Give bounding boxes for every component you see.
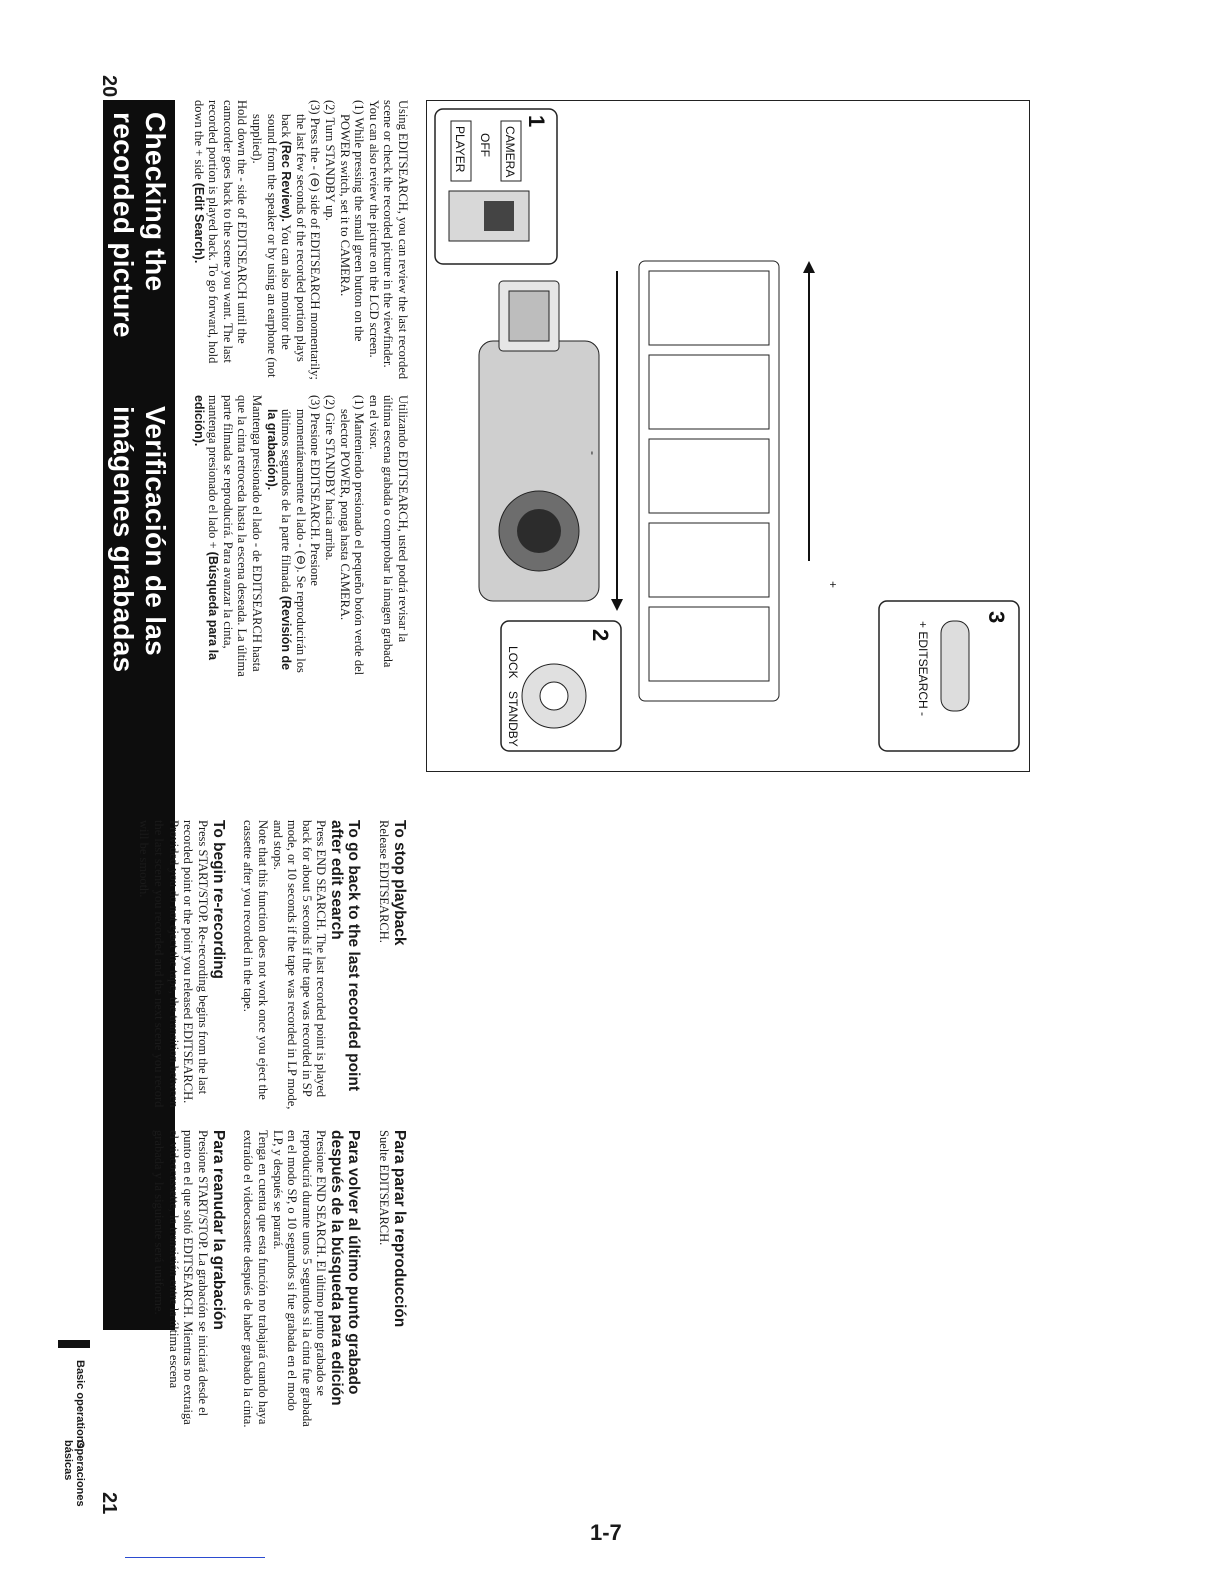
intro-es: Utilizando EDITSEARCH, usted podrá revisar la última escena grabada o comprobar la imagen grabada en el visor. [366, 395, 410, 668]
title-en-line1: Checking the [140, 112, 171, 292]
title-en-line2: recorded picture [108, 112, 139, 338]
section-header-en: Basic operations [74, 1360, 86, 1449]
step3-en: (3) Press the - (⊖) side of EDITSEARCH momentarily; the last few seconds of the recorded portion plays back (Rec Review). You can also monitor the sound from the speaker or by using an earphone (not supplied). [250, 100, 323, 380]
stop-es: Suelte EDITSEARCH. [377, 1130, 391, 1246]
edit-search-diagram [426, 100, 1030, 772]
hold-es: Mantenga presionado el lado - de EDITSEARCH hasta que la cinta retroceda hasta la escena deseada. La última parte filmada se reproducirá. Para avanzar la cinta, mantenga presionado el lado + (Búsqueda para la edición). [191, 395, 265, 677]
camera-label: CAMERA [503, 126, 517, 178]
step-number-2: 2 [588, 629, 613, 642]
intro-en: Using EDITSEARCH, you can review the last recorded scene or check the recorded picture in the viewfinder. You can also review the picture on the LCD screen. [366, 100, 410, 380]
footer-rule [125, 1557, 265, 1558]
step-number-3: 3 [984, 611, 1009, 624]
plus-label: + [826, 581, 840, 589]
back-note-es: Tenga en cuenta que esta función no trabajará cuando haya extraído el videocassette después de haber grabado la cinta. [241, 1130, 271, 1428]
step2-en: (2) Turn STANDBY up. [323, 100, 338, 221]
back-es: Presione END SEARCH. El último punto grabado se reproducirá durante unos 5 segundos si la cinta fue grabada en el modo SP, o 10 segundos si fue grabada en el modo LP, y después se parará. [270, 1130, 329, 1427]
back-note-en: Note that this function does not work once you eject the cassette after you recorded in the tape. [241, 820, 271, 1100]
minus-label: - [586, 451, 600, 455]
title-es-line2: imágenes grabadas [108, 406, 139, 673]
begin-es: Presione START/STOP. La grabación se iniciará desde el punto en el que soltó EDITSEARCH. Mientras no extraiga el videocassette, la transición entre la última escena grabada y la siguiente será uniforme. [152, 1130, 210, 1425]
section-marker [58, 1340, 90, 1348]
heading-stop-en: To stop playback [391, 820, 408, 946]
step1-en: (1) While pressing the small green button on the POWER switch, set it to CAMERA. [337, 100, 367, 342]
column-en-intro [191, 100, 410, 382]
heading-back-en: To go back to the last recorded point after edit search [328, 820, 363, 1091]
column-en-right [137, 820, 408, 1115]
step1-es: (1) Manteniendo presionado el pequeño botón verde del selector POWER, ponga hasta CAMERA. [337, 395, 367, 676]
column-es-right [151, 1130, 408, 1430]
heading-begin-es: Para reanudar la grabación [209, 1130, 227, 1330]
page-number-left: 20 [98, 75, 120, 98]
column-es-intro [191, 395, 410, 677]
page-spread [62, 40, 1120, 1540]
heading-back-es: Para volver al último punto grabado después de la búsqueda para edición [328, 1130, 363, 1406]
heading-stop-es: Para parar la reproducción [391, 1130, 408, 1328]
step-number-1: 1 [524, 115, 549, 128]
begin-en: Press START/STOP. Re-recording begins from the last recorded point or the point you released EDITSEARCH. Provided you do not eject the tape, the transition between the last scene you recorded and the next scene you record will be smooth. [137, 820, 210, 1108]
footer-page-code: 1-7 [590, 1520, 622, 1545]
heading-begin-en: To begin re-recording [209, 820, 227, 980]
lock-label: LOCK [506, 646, 520, 679]
section-header-es: Operaciones básicas [62, 1440, 86, 1507]
standby-label: STANDBY [506, 691, 520, 747]
back-en: Press END SEARCH. The last recorded point is played back for about 5 seconds if the tape was recorded in SP mode, or 10 seconds if the tape was recorded in LP mode, and stops. [270, 820, 329, 1110]
stop-en: Release EDITSEARCH. [377, 820, 391, 943]
page-number-right: 21 [98, 1492, 120, 1515]
player-label: PLAYER [453, 126, 467, 173]
hold-en: Hold down the - side of EDITSEARCH until the camcorder goes back to the scene you want. The last recorded portion is played back. To go forward, hold down the + side (Edit Search). [191, 100, 250, 364]
off-label: OFF [478, 133, 492, 157]
editsearch-label: + EDITSEARCH - [916, 621, 930, 717]
step3-es: (3) Presione EDITSEARCH. Presione momentáneamente el lado - (⊖). Se reproducirán los últimos segundos de la parte filmada (Revisión de la grabación). [264, 395, 323, 673]
step2-es: (2) Gire STANDBY hacia arriba. [323, 395, 338, 561]
title-es-line1: Verificación de las [140, 406, 171, 657]
